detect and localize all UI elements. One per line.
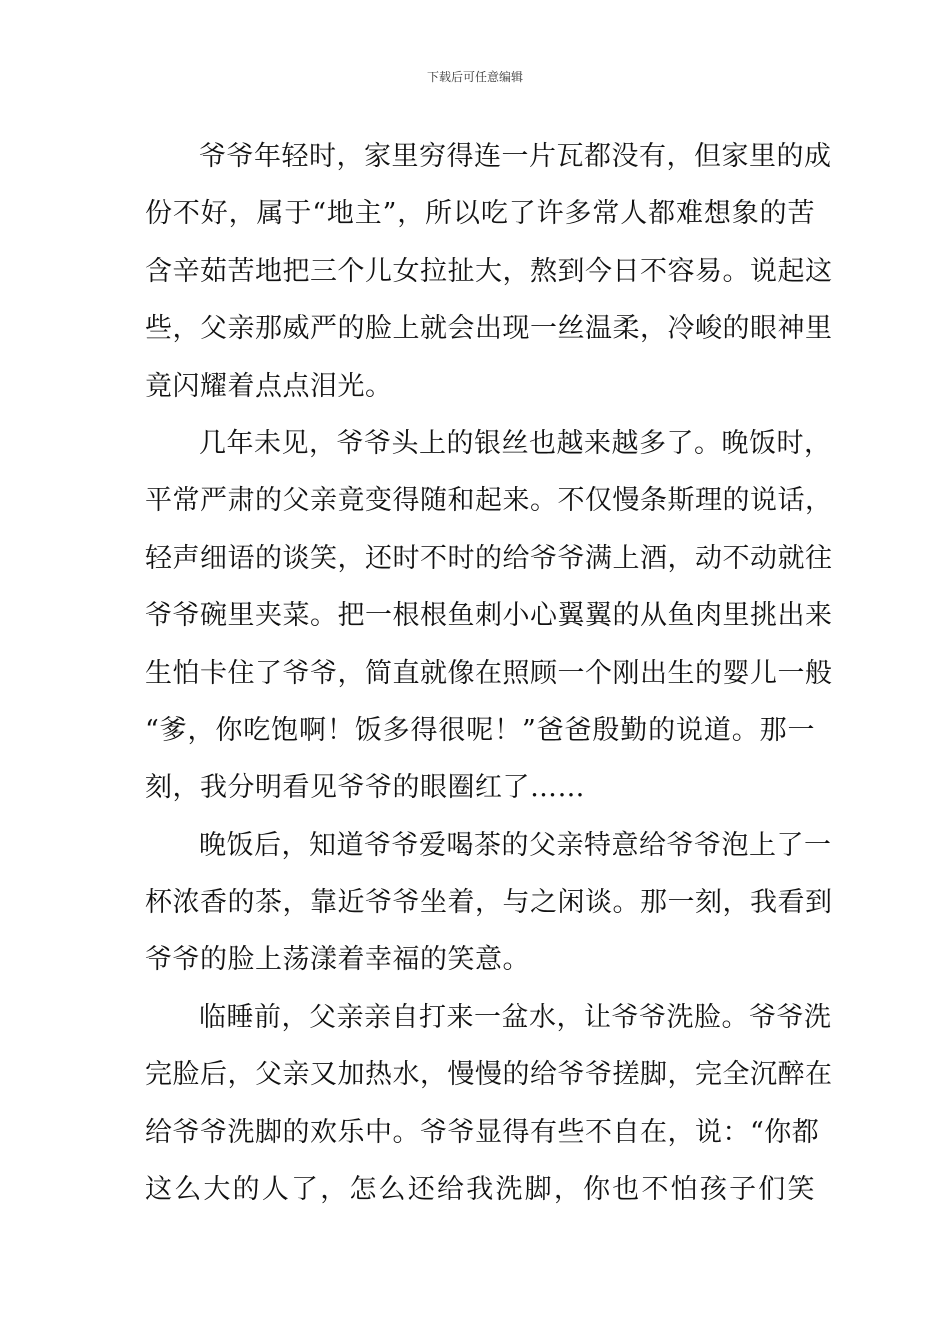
text-line: “爹，你吃饱啊！饭多得很呢！”爸爸殷勤的说道。那一 (145, 714, 815, 746)
paragraph (145, 989, 833, 1219)
text-line: 竟闪耀着点点泪光。 (145, 370, 393, 402)
text-line: 完脸后，父亲又加热水，慢慢的给爷爷搓脚，完全沉醉在 (145, 1059, 833, 1091)
text-line: 爷爷年轻时，家里穷得连一片瓦都没有，但家里的成 (199, 141, 832, 172)
text-line: 爷爷的脸上荡漾着幸福的笑意。 (145, 944, 530, 976)
text-line: 给爷爷洗脚的欢乐中。爷爷显得有些不自在，说：“你都 (145, 1116, 820, 1148)
text-line: 这么大的人了，怎么还给我洗脚，你也不怕孩子们笑 (145, 1174, 815, 1206)
text-line: 平常严肃的父亲竟变得随和起来。不仅慢条斯理的说话， (145, 485, 833, 517)
text-line: 生怕卡住了爷爷，简直就像在照顾一个刚出生的婴儿一般 (145, 657, 833, 689)
text-line: 份不好，属于“地主”，所以吃了许多常人都难想象的苦 (145, 198, 815, 230)
text-line: 些，父亲那威严的脸上就会出现一丝温柔，冷峻的眼神里 (145, 313, 833, 345)
text-line: 临睡前，父亲亲自打来一盆水，让爷爷洗脸。爷爷洗 (199, 1001, 832, 1033)
text-line: 轻声细语的谈笑，还时不时的给爷爷满上酒，动不动就往 (145, 542, 833, 574)
text-line: 刻，我分明看见爷爷的眼圈红了…… (145, 772, 585, 804)
document-body (145, 128, 833, 1218)
page-header: 下载后可任意编辑 (426, 70, 523, 84)
text-line: 几年未见，爷爷头上的银丝也越来越多了。晚饭时， (199, 427, 832, 459)
text-line: 爷爷碗里夹菜。把一根根鱼刺小心翼翼的从鱼肉里挑出来 (145, 600, 833, 632)
paragraph (145, 415, 833, 817)
text-line: 晚饭后，知道爷爷爱喝茶的父亲特意给爷爷泡上了一 (199, 829, 832, 861)
paragraph (145, 817, 833, 989)
text-line: 杯浓香的茶，靠近爷爷坐着，与之闲谈。那一刻，我看到 (145, 887, 833, 919)
paragraph (145, 128, 833, 415)
text-line: 含辛茹苦地把三个儿女拉扯大，熬到今日不容易。说起这 (145, 255, 833, 287)
